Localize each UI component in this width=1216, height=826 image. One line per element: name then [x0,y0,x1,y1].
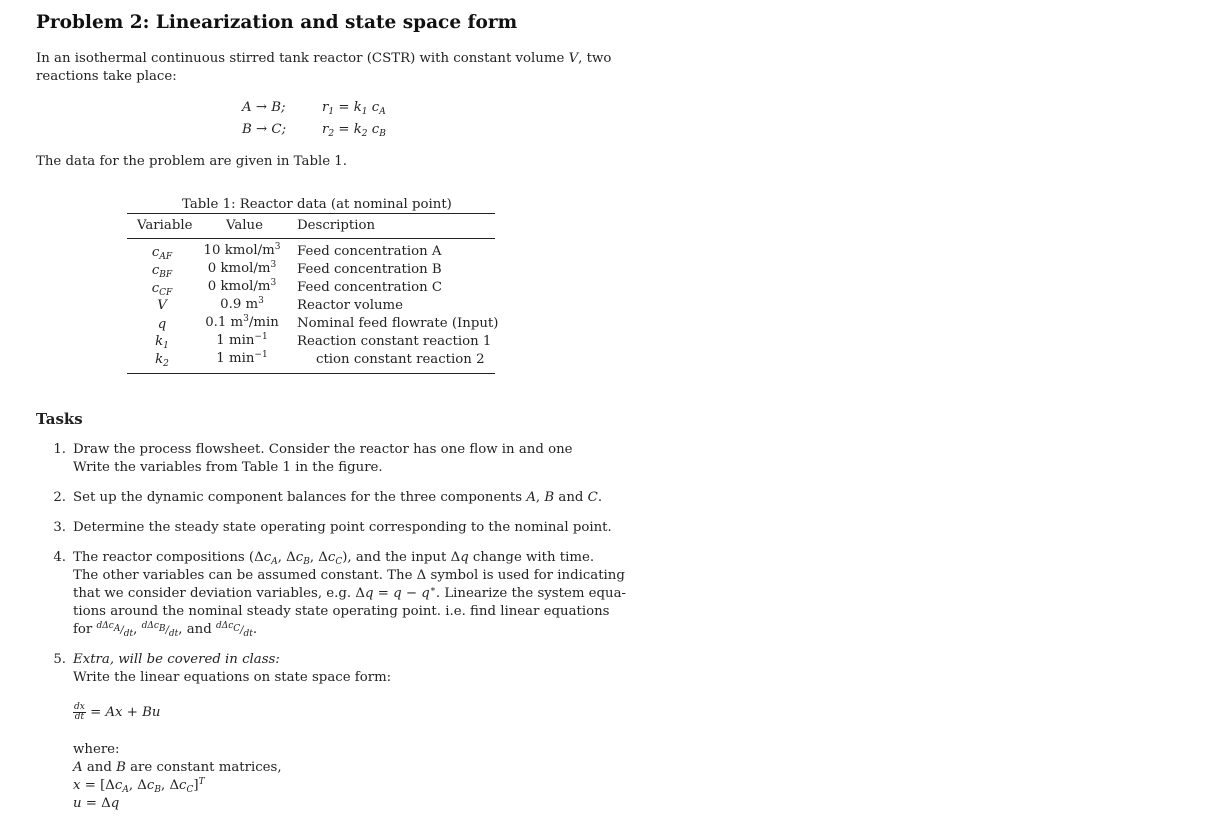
task-4-number: 4. [53,550,66,565]
intro-line-2: reactions take place: [36,69,177,84]
tasks-heading: Tasks [36,410,83,428]
task-1-line-2: Write the variables from Table 1 in the figure. [73,460,383,475]
task-2-text: Set up the dynamic component balances for the three components A, B and C. [73,490,603,505]
table-caption: Table 1: Reactor data (at nominal point) [182,197,452,212]
task-4-line-1: The reactor compositions ($\Delta c_A$, $\Delta c_B$, $\Delta c_C$), and the input Δq change with time. [73,550,595,567]
state-space-equation: $\frac{dx}{dt}$ = Ax + Bu [74,702,161,722]
task-2-number: 2. [53,490,66,505]
task-3-number: 3. [53,520,66,535]
task-5-number: 5. [53,652,66,667]
task-3-text: Determine the steady state operating point corresponding to the nominal point. [73,520,612,535]
task-5-extra: Extra, will be covered in class: [73,652,280,667]
task-4-line-4: tions around the nominal steady state operating point. i.e. find linear equations [73,604,610,619]
reaction-2-equation: B → C; [242,122,287,137]
task-4-line-3: that we consider deviation variables, e.g. Δq = q − q∗. Linearize the system equa- [73,585,627,601]
u-definition: u = Δq [73,796,120,811]
task-4-line-2: The other variables can be assumed constant. The Δ symbol is used for indicating [73,568,625,583]
task-4-line-5: for $^{d\Delta c_A}/_{dt}$, $^{d\Delta c_B}/_{dt}$, and $^{d\Delta c_C}/_{dt}$. [73,621,258,639]
reaction-1-equation: A → B; [242,100,286,115]
table-header-variable: Variable [137,218,193,233]
where-label: where: [73,742,120,757]
task-1-number: 1. [53,442,66,457]
x-definition: $x = [\Delta c_A$, $\Delta c_B$, $\Delta c_C]^T$ [73,777,205,795]
matrices-line: A and B are constant matrices, [73,760,282,775]
intro-line-1: In an isothermal continuous stirred tank reactor (CSTR) with constant volume V, two [36,51,612,66]
page-title: Problem 2: Linearization and state space form [36,12,518,33]
reaction-2-rate: $r_2 = k_2$ $c_B$ [322,122,386,139]
reaction-1-rate: $r_1 = k_1$ $c_A$ [322,100,386,117]
table-header-rule [127,238,495,239]
table-top-rule [127,213,495,214]
table-header-description: Description [297,218,376,233]
table-bottom-rule [127,373,495,374]
task-5-line-2: Write the linear equations on state space form: [73,670,392,685]
task-1-line-1: Draw the process flowsheet. Consider the reactor has one flow in and one [73,442,573,457]
data-sentence: The data for the problem are given in Table 1. [36,154,347,169]
table-header-value: Value [226,218,263,233]
